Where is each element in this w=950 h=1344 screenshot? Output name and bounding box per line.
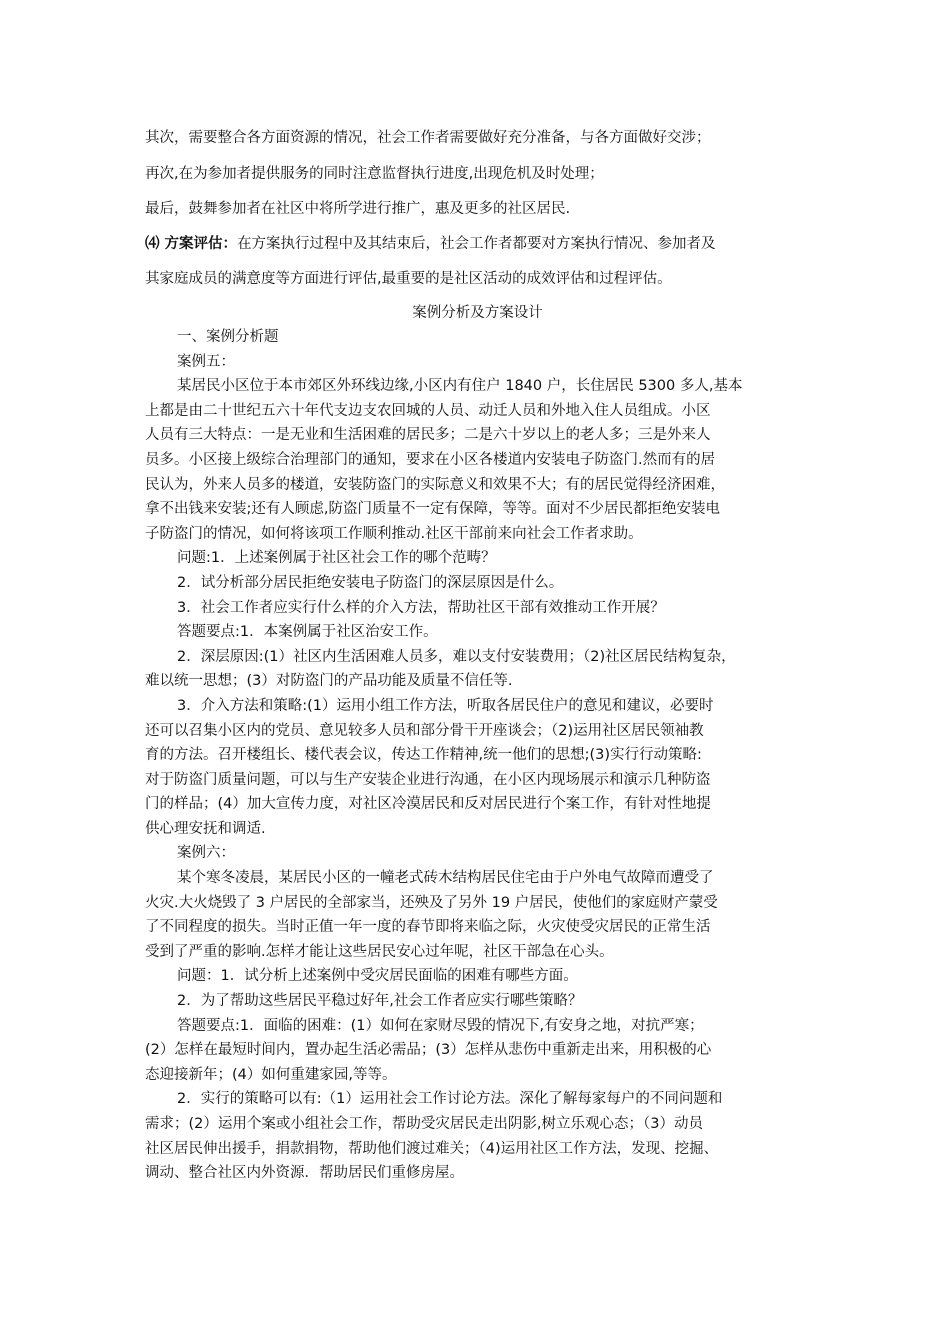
text-line: 问题：1．试分析上述案例中受灾居民面临的困难有哪些方面。: [177, 968, 578, 985]
text-line: 民认为，外来人员多的楼道，安装防盗门的实际意义和效果不大；有的居民觉得经济困难，: [145, 476, 725, 493]
case-analysis-body: [145, 325, 810, 1186]
text-line: 火灾.大火烧毁了 3 户居民的全部家当，还殃及了另外 19 户居民，使他们的家庭财产蒙受: [145, 894, 718, 911]
text-line: 答题要点:1．本案例属于社区治安工作。: [177, 624, 438, 641]
text-line: 需求；(2）运用个案或小组社会工作，帮助受灾居民走出阴影,树立乐观心态；（3）动员: [145, 1116, 703, 1132]
text-line: 2．实行的策略可以有:（1）运用社会工作讨论方法。深化了解每家每户的不同问题和: [177, 1091, 723, 1108]
text-line: 供心理安抚和调适.: [145, 820, 266, 837]
paragraph-finally: 最后，鼓舞参加者在社区中将所学进行推广，惠及更多的社区居民.: [145, 201, 571, 217]
text-line: 答题要点:1．面临的困难：(1）如何在家财尽毁的情况下,有安身之地，对抗严寒；: [177, 1017, 704, 1034]
text-line: 难以统一思想；(3）对防盗门的产品功能及质量不信任等.: [145, 673, 513, 690]
text-line: 案例五：: [177, 353, 235, 370]
text-line: 了不同程度的损失。当时正值一年一度的春节即将来临之际，火灾使受灾居民的正常生活: [145, 919, 711, 936]
evaluation-label: ⑷ 方案评估：: [145, 236, 238, 252]
text-line: (2）怎样在最短时间内，置办起生活必需品；(3）怎样从悲伤中重新走出来，用积极的心: [145, 1042, 712, 1059]
text-line: 2．深层原因:(1）社区内生活困难人员多，难以支付安装费用；（2)社区居民结构复杂，: [177, 648, 736, 665]
text-line: 还可以召集小区内的党员、意见较多人员和部分骨干开座谈会；（2)运用社区居民领袖教: [145, 722, 704, 739]
text-line: 员多。小区接上级综合治理部门的通知，要求在小区各楼道内安装电子防盗门.然而有的居: [145, 451, 716, 468]
text-line: 拿不出钱来安装;还有人顾虑,防盗门质量不一定有保障，等等。面对不少居民都拒绝安装电: [145, 501, 720, 518]
paragraph-secondly: 其次，需要整合各方面资源的情况，社会工作者需要做好充分准备，与各方面做好交涉；: [145, 130, 711, 146]
text-line: 对于防盗门质量问题，可以与生产安装企业进行沟通，在小区内现场展示和演示几种防盗: [145, 771, 711, 788]
text-line: 问题:1．上述案例属于社区社会工作的哪个范畴？: [177, 550, 496, 567]
text-line: 2．试分析部分居民拒绝安装电子防盗门的深层原因是什么。: [177, 574, 564, 591]
text-line: 某居民小区位于本市郊区外环线边缘,小区内有住户 1840 户，长住居民 5300 多人,基本: [177, 378, 743, 395]
text-line: 子防盗门的情况，如何将该项工作顺利推动.社区干部前来向社会工作者求助。: [145, 525, 643, 542]
text-line: 态迎接新年；(4）如何重建家园,等等。: [145, 1066, 397, 1083]
text-line: 调动、整合社区内外资源．帮助居民们重修房屋。: [145, 1165, 464, 1182]
evaluation-text: 在方案执行过程中及其结束后，社会工作者都要对方案执行情况、参加者及: [237, 236, 716, 252]
text-line: 3．社会工作者应实行什么样的介入方法，帮助社区干部有效推动工作开展？: [177, 599, 665, 616]
text-line: 案例六：: [177, 845, 235, 862]
text-line: 3．介入方法和策略:(1）运用小组工作方法，听取各居民住户的意见和建议，必要时: [177, 697, 714, 714]
text-line: 门的样品；(4）加大宣传力度，对社区冷漠居民和反对居民进行个案工作，有针对性地提: [145, 796, 711, 813]
text-line: 受到了严重的影响.怎样才能让这些居民安心过年呢，社区干部急在心头。: [145, 943, 614, 960]
section-title: 案例分析及方案设计: [412, 305, 543, 321]
text-line: 上都是由二十世纪五六十年代支边支农回城的人员、动迁人员和外地入住人员组成。小区: [145, 402, 711, 419]
text-line: 育的方法。召开楼组长、楼代表会议，传达工作精神,统一他们的思想;(3)实行行动策略:: [145, 747, 702, 764]
text-line: 一、案例分析题: [177, 329, 279, 345]
paragraph-evaluation-cont: 其家庭成员的满意度等方面进行评估,最重要的是社区活动的成效评估和过程评估。: [145, 271, 672, 287]
paragraph-evaluation: [145, 231, 810, 257]
text-line: 人员有三大特点：一是无业和生活困难的居民多；二是六十岁以上的老人多；三是外来人: [145, 427, 711, 444]
paragraph-thirdly: 再次,在为参加者提供服务的同时注意监督执行进度,出现危机及时处理；: [145, 166, 604, 182]
text-line: 2．为了帮助这些居民平稳过好年,社会工作者应实行哪些策略？: [177, 993, 583, 1010]
text-line: 社区居民伸出援手，捐款捐物，帮助他们渡过难关；（4)运用社区工作方法，发现、挖掘、: [145, 1140, 719, 1157]
text-line: 某个寒冬凌晨，某居民小区的一幢老式砖木结构居民住宅由于户外电气故障而遭受了: [177, 870, 714, 887]
